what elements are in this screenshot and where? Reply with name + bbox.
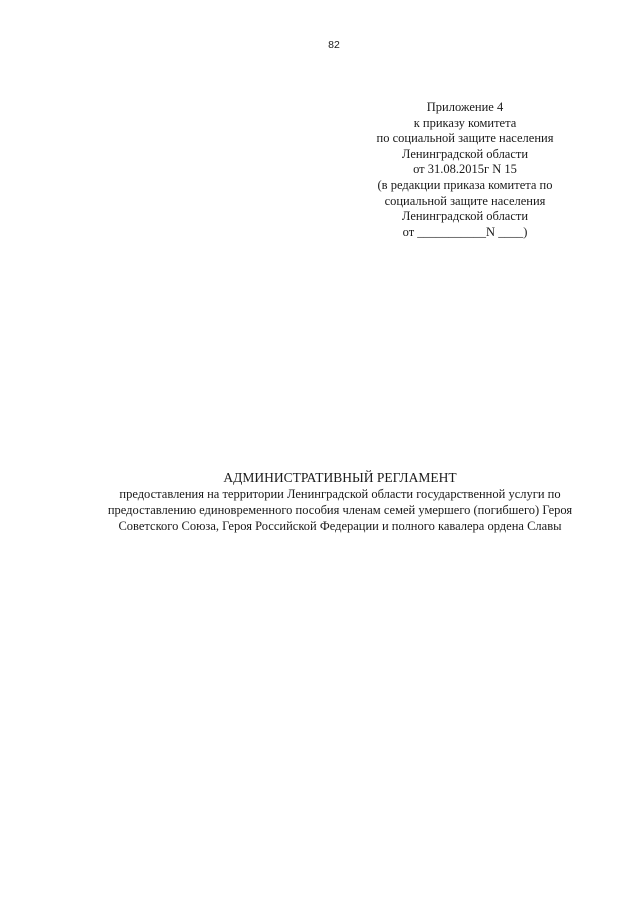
regulation-subtitle-line: предоставлению единовременного пособия членам семей умершего (погибшего) Героя [107,503,573,517]
page-number: 82 [328,39,340,51]
appendix-line: к приказу комитета [413,115,517,130]
appendix-line: от ___________N ____) [402,224,528,239]
appendix-line: социальной защите населения [384,193,546,208]
appendix-line: от 31.08.2015г N 15 [413,162,517,177]
appendix-header [340,100,590,240]
regulation-subtitle-line: Советского Союза, Героя Российской Федерации и полного кавалера ордена Славы [118,519,562,533]
appendix-line: (в редакции приказа комитета по [377,177,553,192]
regulation-title: АДМИНИСТРАТИВНЫЙ РЕГЛАМЕНТ [223,470,457,485]
regulation-subtitle-line: предоставления на территории Ленинградской области государственной услуги по [119,487,561,501]
regulation-block [80,470,600,534]
appendix-line: Ленинградской области [401,209,529,224]
appendix-line: по социальной защите населения [376,131,554,146]
appendix-line: Ленинградской области [401,146,529,161]
appendix-line: Приложение 4 [426,100,504,114]
